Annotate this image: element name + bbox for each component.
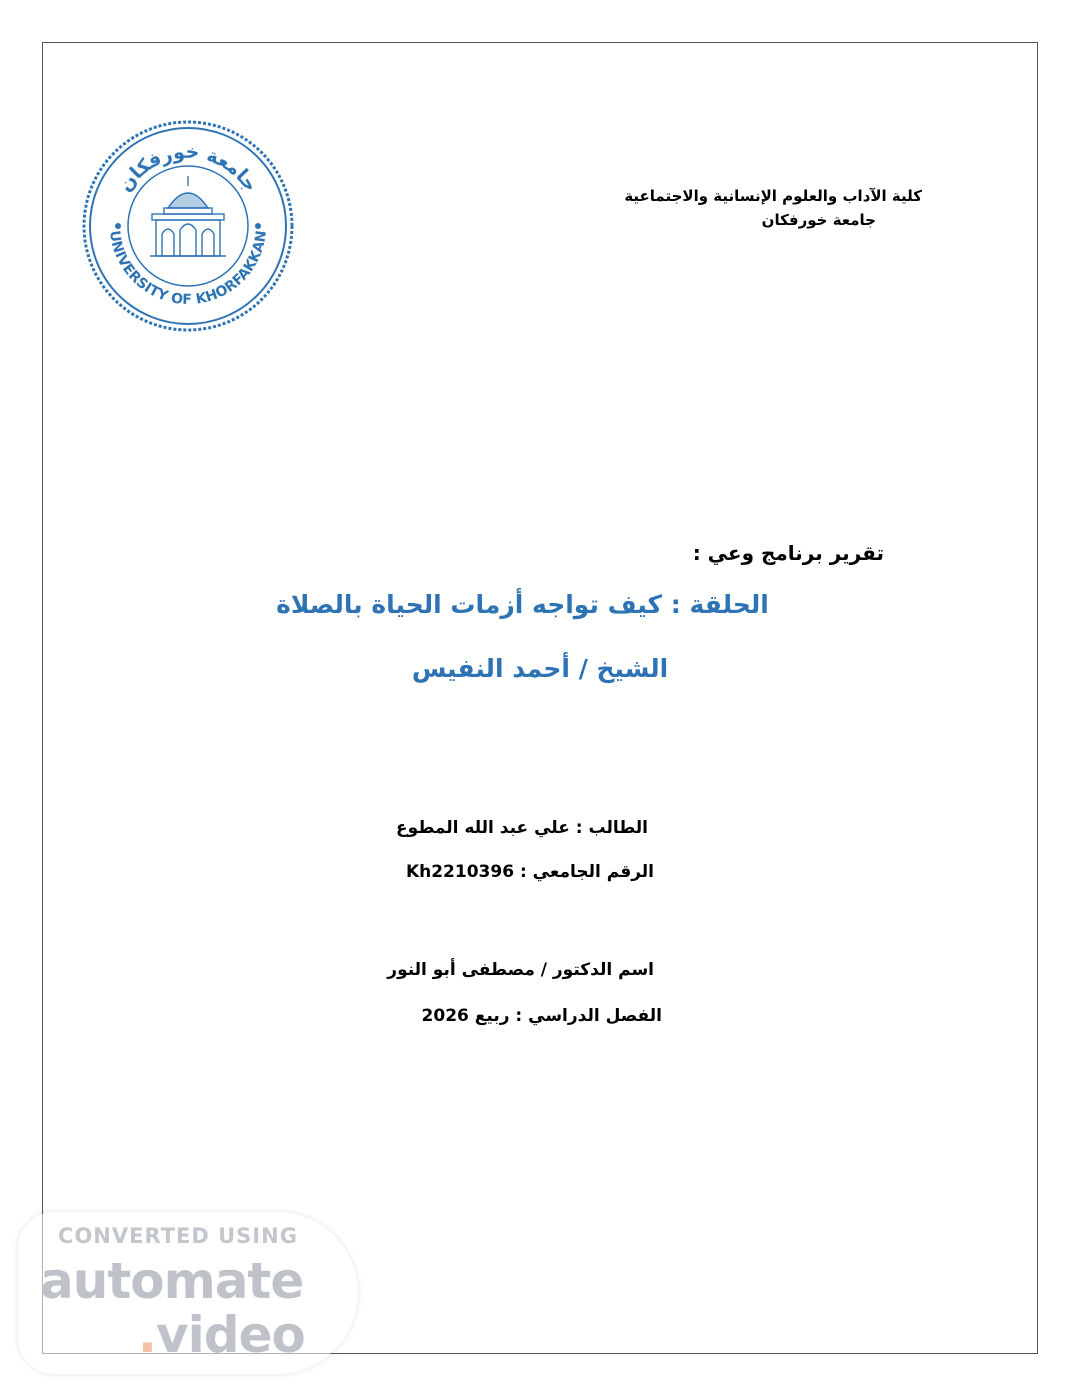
- sheikh-name: الشيخ / أحمد النفيس: [411, 654, 669, 683]
- watermark-caption: CONVERTED USING: [58, 1224, 298, 1248]
- student-id: الرقم الجامعي : Kh2210396: [405, 862, 654, 882]
- university-logo: [80, 118, 296, 334]
- report-label: تقرير برنامج وعي :: [692, 541, 884, 565]
- doctor-name: اسم الدكتور / مصطفى أبو النور: [387, 960, 654, 980]
- student-name: الطالب : علي عبد الله المطوع: [396, 818, 648, 838]
- episode-title: الحلقة : كيف تواجه أزمات الحياة بالصلاة: [276, 590, 769, 619]
- mosque-building-icon: [150, 176, 226, 256]
- watermark-suffix: .video: [138, 1306, 305, 1364]
- semester: الفصل الدراسي : ربيع 2026: [421, 1006, 662, 1026]
- converter-watermark: [18, 1212, 358, 1374]
- college-header: [502, 184, 922, 232]
- university-name: جامعة خورفكان: [761, 211, 876, 229]
- watermark-brand: automate: [40, 1252, 304, 1310]
- svg-text:جامعة خورفكان: جامعة خورفكان: [114, 140, 262, 196]
- college-name: كلية الآداب والعلوم الإنسانية والاجتماعية: [624, 187, 922, 205]
- svg-text:UNIVERSITY OF KHORFAKKAN: UNIVERSITY OF KHORFAKKAN: [106, 229, 271, 309]
